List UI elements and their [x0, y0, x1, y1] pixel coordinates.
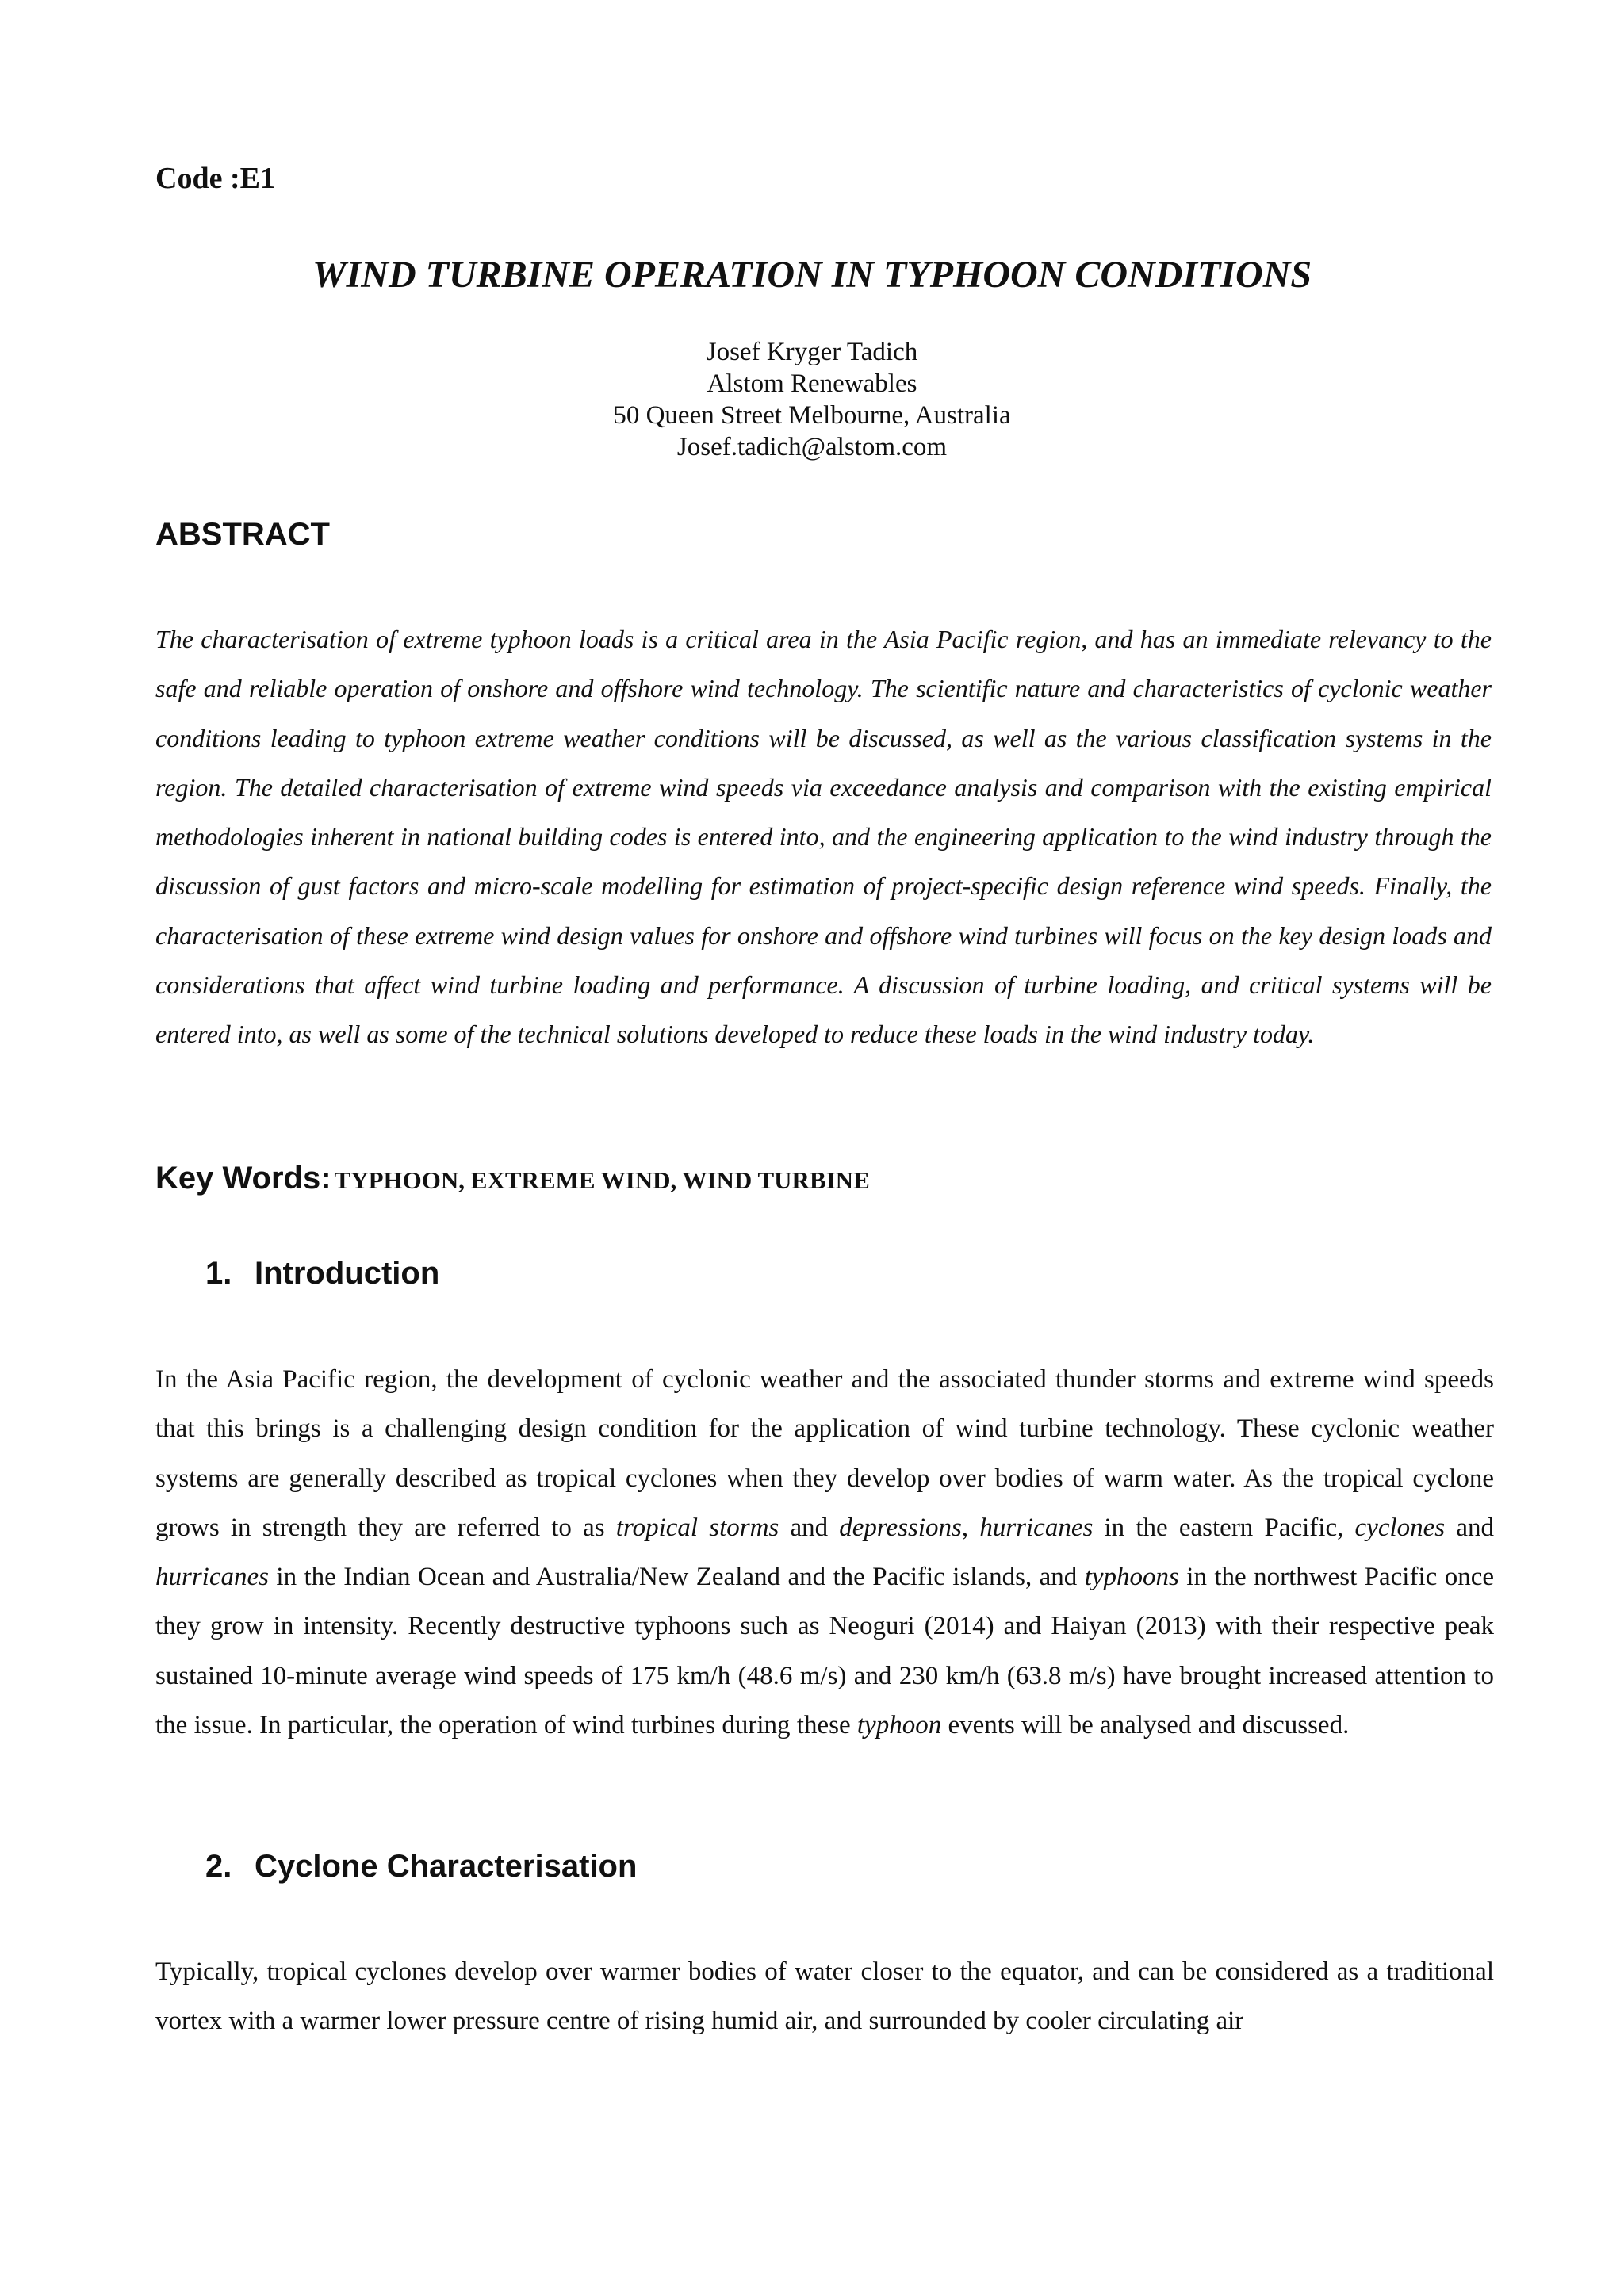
keywords-line	[155, 1161, 870, 1196]
text-run: in the northwest Pacific once they grow in intensity. Recently destructive typhoons such as Neoguri (2014) and Haiyan (2013) with their respective peak sustained 10-minute average wind speeds of 175 km/h (48.6 m/s) and 230 km/h (63.8 m/s) have brought increased attention to the issue. In particular, the operation of wind turbines during these	[155, 1563, 1494, 1740]
paper-title: WIND TURBINE OPERATION IN TYPHOON CONDITIONS	[312, 254, 1312, 296]
section-heading-introduction	[205, 1256, 439, 1292]
text-run: In the Asia Pacific region, the development of cyclonic weather and the associated thunder storms and extreme wind speeds that this brings is a challenging design condition for the application of wind turbine technology. These cyclonic weather systems are generally described as tropical cyclones when they develop over bodies of warm water. As the tropical cyclone grows in strength they are referred to as	[155, 1365, 1494, 1542]
section-title: Cyclone Characterisation	[255, 1849, 638, 1884]
italic-term: depressions	[839, 1513, 962, 1542]
italic-term: hurricanes	[979, 1513, 1094, 1542]
text-run: ,	[961, 1513, 980, 1542]
author-block	[0, 336, 1624, 463]
italic-term: cyclones	[1354, 1513, 1446, 1542]
section-number: 2.	[205, 1849, 232, 1884]
text-run: and	[779, 1513, 840, 1542]
abstract-text: The characterisation of extreme typhoon loads is a critical area in the Asia Pacific region, and has an immediate relevancy to the safe and reliable operation of onshore and offshore wind technology. The scientific nature and characteristics of cyclonic weather conditions leading to typhoon extreme weather conditions will be discussed, as well as the various classification systems in the region. The detailed characterisation of extreme wind speeds via exceedance analysis and comparison with the existing empirical methodologies inherent in national building codes is entered into, and the engineering application to the wind industry through the discussion of gust factors and micro-scale modelling for estimation of project-specific design reference wind speeds. Finally, the characterisation of these extreme wind design values for onshore and offshore wind turbines will focus on the key design loads and considerations that affect wind turbine loading and performance. A discussion of turbine loading, and critical systems will be entered into, as well as some of the technical solutions developed to reduce these loads in the wind industry today.	[155, 625, 1492, 1049]
italic-term: tropical storms	[615, 1513, 779, 1542]
text-run: and	[1445, 1513, 1494, 1542]
abstract-heading: ABSTRACT	[155, 517, 330, 552]
keywords-label: Key Words:	[155, 1161, 331, 1196]
italic-term: hurricanes	[155, 1563, 269, 1592]
author-email: Josef.tadich@alstom.com	[676, 433, 948, 461]
section-number: 1.	[205, 1256, 232, 1291]
keywords-value: TYPHOON, EXTREME WIND, WIND TURBINE	[334, 1166, 870, 1194]
text-run: in the eastern Pacific,	[1093, 1513, 1355, 1542]
introduction-paragraph	[155, 1355, 1494, 1750]
italic-term: typhoon	[856, 1711, 942, 1740]
text-run: events will be analysed and discussed.	[941, 1711, 1350, 1740]
text-run: Typically, tropical cyclones develop over warmer bodies of water closer to the equator, and can be considered as a traditional vortex with a warmer lower pressure centre of rising humid air, and surrounded by cooler circulating air	[155, 1957, 1494, 2036]
paper-code: Code :E1	[155, 162, 275, 195]
section-title: Introduction	[255, 1256, 440, 1291]
author-address: 50 Queen Street Melbourne, Australia	[613, 401, 1011, 430]
text-run: in the Indian Ocean and Australia/New Zealand and the Pacific islands, and	[269, 1563, 1085, 1592]
author-affiliation: Alstom Renewables	[707, 369, 917, 398]
italic-term: typhoons	[1084, 1563, 1179, 1592]
cyclone-characterisation-paragraph	[155, 1947, 1494, 2046]
section-heading-cyclone-characterisation	[205, 1849, 637, 1885]
author-name: Josef Kryger Tadich	[706, 338, 918, 366]
